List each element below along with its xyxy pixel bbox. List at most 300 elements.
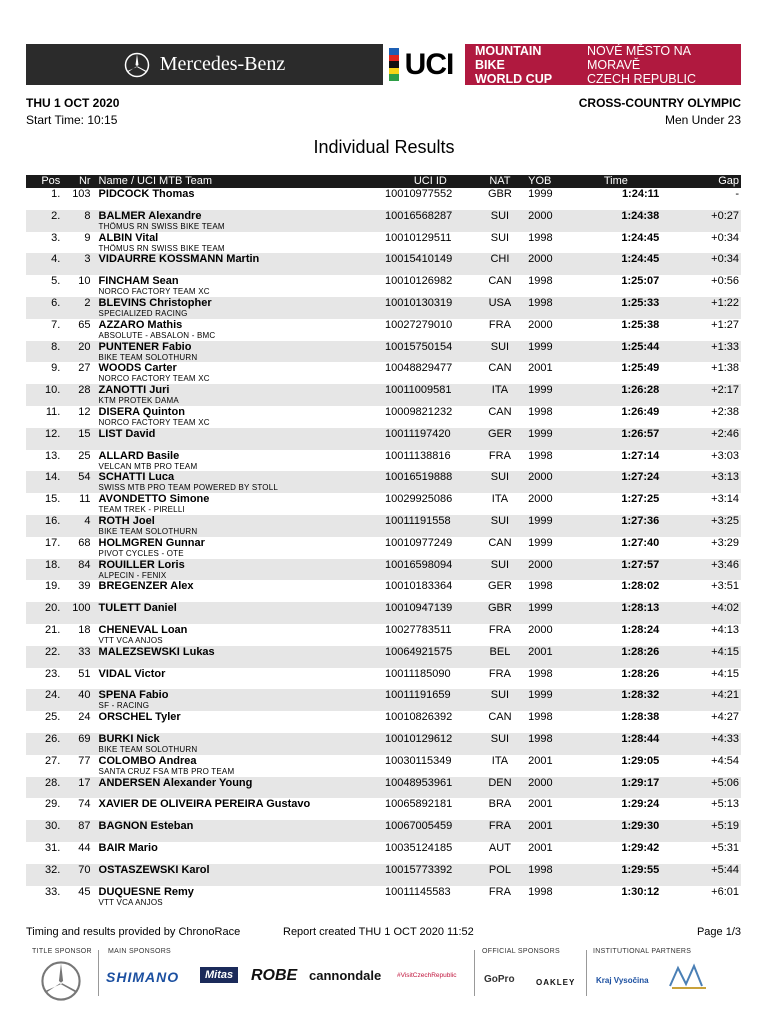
kraj-vysocina-logo: Kraj Vysočina	[596, 976, 649, 985]
cell-pos: 25.	[45, 711, 61, 724]
cell-time: 1:27:36	[571, 515, 662, 537]
cell-yob: 1999	[522, 384, 570, 406]
cell-time: 1:28:13	[571, 602, 662, 624]
cell-yob: 1998	[528, 275, 553, 288]
cell-time: 1:29:17	[571, 777, 662, 799]
cell-gap: +3:29	[711, 536, 739, 549]
table-row	[26, 341, 741, 363]
race-date: THU 1 OCT 2020	[26, 96, 120, 110]
cell-gap: +5:19	[661, 820, 741, 842]
table-row	[26, 842, 741, 864]
cell-pos: 21.	[45, 623, 61, 636]
cell-time: 1:28:26	[621, 667, 660, 680]
cell-pos: 8.	[26, 341, 62, 363]
cell-nr: 54	[62, 471, 92, 493]
cell-nr: 24	[78, 711, 91, 724]
rider-cell	[93, 188, 383, 210]
cell-time: 1:27:24	[571, 471, 662, 493]
table-row	[26, 820, 741, 842]
table-row	[26, 580, 741, 602]
table-row	[26, 406, 741, 428]
cell-pos: 7.	[51, 318, 61, 331]
cell-nr: 28	[62, 384, 92, 406]
rider-name: BAIR Mario	[98, 841, 158, 854]
cell-pos: 13.	[45, 449, 61, 462]
cell-nr: 65	[78, 318, 91, 331]
rider-name: BALMER Alexandre	[98, 209, 202, 222]
cell-gap: +1:38	[711, 362, 739, 375]
cell-uci: 10011145583	[384, 885, 451, 898]
cell-time: 1:26:28	[571, 384, 662, 406]
cell-nat: SUI	[478, 341, 522, 363]
cell-uci: 10010129511	[384, 231, 452, 244]
rider-team: VTT VCA ANJOS	[98, 635, 163, 645]
rider-cell	[93, 297, 383, 319]
rider-name: SPENA Fabio	[98, 689, 169, 702]
cell-uci: 10011197420	[383, 428, 478, 450]
rider-team: KTM PROTEK DAMA	[98, 396, 179, 406]
cell-pos: 2.	[26, 210, 62, 232]
rider-team: VELCAN MTB PRO TEAM	[98, 461, 198, 471]
cell-yob: 2000	[522, 210, 570, 232]
cell-pos: 29.	[45, 798, 61, 811]
cell-yob: 1998	[528, 885, 553, 898]
cell-nat: FRA	[488, 449, 511, 462]
brand-name: Mercedes-Benz	[159, 53, 286, 75]
rider-name: BREGENZER Alex	[98, 580, 194, 593]
cell-nr: 17	[62, 777, 92, 799]
cell-pos: 32.	[26, 864, 62, 886]
rider-name: ALLARD Basile	[98, 449, 180, 462]
rider-name: BLEVINS Christopher	[98, 296, 212, 309]
rider-team: TEAM TREK - PIRELLI	[98, 505, 185, 515]
table-row	[26, 537, 741, 559]
uci-rainbow-stripes-icon	[389, 48, 399, 81]
cell-gap: +4:27	[711, 711, 739, 724]
cell-yob: 1998	[528, 711, 553, 724]
rider-name: LIST David	[98, 427, 156, 440]
rider-cell	[93, 820, 383, 842]
cell-nr: 84	[62, 559, 92, 581]
rider-name: ROUILLER Loris	[98, 558, 185, 571]
rider-cell	[93, 515, 383, 537]
cell-yob: 2001	[528, 798, 553, 811]
table-row	[26, 493, 741, 515]
cell-pos: 27.	[45, 754, 61, 767]
cell-gap: +3:25	[661, 515, 741, 537]
cell-uci: 10010129612	[383, 733, 478, 755]
cell-nat: GER	[478, 428, 522, 450]
table-row	[26, 624, 741, 646]
table-row	[26, 210, 741, 232]
rider-name: MALEZSEWSKI Lukas	[98, 645, 215, 658]
rider-name: CHENEVAL Loan	[98, 623, 188, 636]
page-number: Page 1/3	[696, 926, 741, 938]
table-row	[26, 559, 741, 581]
cell-time: 1:29:42	[621, 841, 660, 854]
cell-nr: 87	[62, 820, 92, 842]
col-nat: NAT	[478, 175, 522, 188]
cell-pos: 31.	[45, 841, 61, 854]
cell-gap: +0:27	[661, 210, 741, 232]
cell-nat: AUT	[488, 841, 511, 854]
event-panel	[465, 44, 741, 85]
cell-gap: +5:44	[661, 864, 741, 886]
event-line-2: WORLD CUP	[475, 71, 553, 86]
cell-uci: 10011185090	[384, 667, 451, 680]
rider-team: NORCO FACTORY TEAM XC	[98, 417, 210, 427]
cell-time: 1:24:45	[571, 253, 662, 275]
cell-nr: 45	[78, 885, 91, 898]
cell-uci: 10016598094	[383, 559, 478, 581]
cell-pos: 28.	[26, 777, 62, 799]
cell-nr: 68	[78, 536, 91, 549]
rider-cell	[93, 275, 383, 297]
rider-team: SWISS MTB PRO TEAM POWERED BY STOLL	[98, 483, 279, 493]
cell-pos: 15.	[45, 493, 61, 506]
table-row	[26, 232, 741, 254]
cell-nat: SUI	[478, 210, 522, 232]
cell-yob: 2000	[528, 493, 553, 506]
cell-gap: +2:38	[711, 405, 739, 418]
table-row	[26, 253, 741, 275]
rider-team: THÖMUS RN SWISS BIKE TEAM	[98, 221, 225, 231]
cell-nat: BEL	[478, 646, 522, 668]
cell-uci: 10015750154	[383, 341, 478, 363]
rider-cell	[93, 668, 383, 690]
table-row	[26, 471, 741, 493]
rider-name: BAGNON Esteban	[98, 820, 194, 833]
cell-nat: CAN	[488, 711, 512, 724]
rider-cell	[93, 471, 383, 493]
cell-gap: +4:02	[661, 602, 741, 624]
cell-nr: 20	[62, 341, 92, 363]
rider-cell	[93, 232, 383, 254]
start-time: Start Time: 10:15	[26, 113, 118, 127]
cell-nr: 2	[62, 297, 92, 319]
oakley-logo: OAKLEY	[536, 978, 576, 987]
rider-name: DUQUESNE Remy	[98, 885, 194, 898]
cell-nat: SUI	[478, 559, 522, 581]
cell-yob: 2001	[522, 646, 570, 668]
rider-cell	[93, 602, 383, 624]
rider-name: BURKI Nick	[98, 732, 160, 745]
cell-nr: 15	[62, 428, 92, 450]
cell-time: 1:27:25	[621, 493, 660, 506]
cell-nr: 12	[78, 405, 91, 418]
cell-uci: 10067005459	[383, 820, 478, 842]
cell-pos: 19.	[45, 580, 61, 593]
col-name: Name / UCI MTB Team	[93, 175, 383, 188]
rider-cell	[93, 559, 383, 581]
cell-nat: POL	[478, 864, 522, 886]
table-row	[26, 798, 741, 820]
rider-cell	[93, 624, 383, 646]
table-row	[26, 777, 741, 799]
cell-nr: 100	[62, 602, 92, 624]
cell-time: 1:25:49	[621, 362, 660, 375]
cell-nr: 69	[62, 733, 92, 755]
cell-yob: 1999	[522, 341, 570, 363]
rider-name: DISERA Quinton	[98, 405, 185, 418]
rider-team: SPECIALIZED RACING	[98, 308, 188, 318]
cell-gap: +2:46	[661, 428, 741, 450]
cell-uci: 10027279010	[384, 318, 453, 331]
col-nr: Nr	[62, 175, 92, 188]
table-row	[26, 689, 741, 711]
cell-time: 1:29:24	[621, 798, 660, 811]
cell-time: 1:25:07	[621, 275, 660, 288]
cell-yob: 2001	[522, 820, 570, 842]
rider-team: ALPECIN - FENIX	[98, 570, 167, 580]
cell-yob: 2000	[528, 318, 553, 331]
cell-yob: 2001	[528, 841, 553, 854]
cell-time: 1:28:38	[621, 711, 660, 724]
table-row	[26, 864, 741, 886]
cell-nr: 40	[62, 689, 92, 711]
cell-yob: 2000	[522, 559, 570, 581]
cell-pos: 1.	[51, 188, 61, 200]
rider-team: BIKE TEAM SOLOTHURN	[98, 352, 198, 362]
cell-nat: FRA	[488, 318, 511, 331]
cell-nat: CAN	[488, 362, 512, 375]
table-row	[26, 646, 741, 668]
cell-pos: 30.	[26, 820, 62, 842]
cell-yob: 1998	[522, 864, 570, 886]
cell-nr: 27	[78, 362, 91, 375]
cell-yob: 1998	[528, 231, 553, 244]
col-time: Time	[571, 175, 662, 188]
table-row	[26, 428, 741, 450]
cell-yob: 1999	[528, 188, 553, 200]
rider-team: VTT VCA ANJOS	[98, 897, 163, 907]
cell-uci: 10010183364	[384, 580, 453, 593]
cell-uci: 10010826392	[384, 711, 453, 724]
cell-uci: 10015773392	[383, 864, 478, 886]
cell-nr: 4	[62, 515, 92, 537]
col-pos: Pos	[26, 175, 62, 188]
table-row	[26, 602, 741, 624]
cell-time: 1:29:30	[571, 820, 662, 842]
cell-pos: 26.	[26, 733, 62, 755]
cell-uci: 10011191659	[383, 689, 478, 711]
shimano-logo: SHIMANO	[106, 969, 180, 985]
rider-cell	[93, 733, 383, 755]
cell-gap: +2:17	[661, 384, 741, 406]
cell-nr: 3	[62, 253, 92, 275]
cell-nr: 8	[62, 210, 92, 232]
rider-name: WOODS Carter	[98, 362, 177, 375]
table-row	[26, 733, 741, 755]
cell-time: 1:28:44	[571, 733, 662, 755]
cell-pos: 12.	[26, 428, 62, 450]
cell-yob: 2000	[528, 623, 553, 636]
cell-uci: 10016519888	[383, 471, 478, 493]
cell-pos: 11.	[45, 405, 61, 418]
cell-nat: FRA	[488, 623, 511, 636]
sponsor-strip	[26, 948, 741, 1008]
table-row	[26, 384, 741, 406]
header-banner	[26, 44, 741, 85]
cell-yob: 2000	[522, 471, 570, 493]
cell-gap: +1:22	[661, 297, 741, 319]
cell-pos: 17.	[45, 536, 61, 549]
cell-pos: 18.	[26, 559, 62, 581]
rider-cell	[93, 210, 383, 232]
cell-gap: +0:34	[711, 231, 739, 244]
visit-czech-logo: #VisitCzechRepublic	[397, 972, 457, 979]
robe-logo: ROBE	[251, 967, 298, 984]
cell-time: 1:24:45	[621, 231, 660, 244]
rider-cell	[93, 777, 383, 799]
cell-gap: +6:01	[711, 885, 739, 898]
rider-cell	[93, 646, 383, 668]
cell-time: 1:28:24	[621, 623, 660, 636]
rider-name: SCHATTI Luca	[98, 471, 175, 484]
rider-name: AZZARO Mathis	[98, 318, 183, 331]
cell-yob: 2001	[528, 362, 553, 375]
cell-uci: 10010947139	[383, 602, 478, 624]
page-title: Individual Results	[313, 137, 455, 157]
cell-time: 1:27:40	[621, 536, 660, 549]
cell-uci: 10010977552	[384, 188, 453, 200]
mercedes-star-icon	[40, 960, 82, 1002]
cell-time: 1:27:14	[621, 449, 660, 462]
cell-uci: 10030115349	[384, 754, 452, 767]
rider-cell	[93, 842, 383, 864]
uci-wordmark: UCI	[404, 47, 454, 81]
rider-team: NORCO FACTORY TEAM XC	[98, 287, 210, 297]
cell-uci: 10065892181	[384, 798, 453, 811]
cell-nat: ITA	[491, 754, 509, 767]
rider-cell	[93, 428, 383, 450]
cell-gap: +5:13	[711, 798, 739, 811]
rider-cell	[93, 493, 383, 515]
cell-nat: SUI	[478, 689, 522, 711]
rider-cell	[93, 886, 383, 908]
cell-uci: 10009821232	[384, 405, 453, 418]
venue-line-1: NOVÉ MĚSTO NA MORAVĚ	[587, 43, 691, 72]
category: Men Under 23	[664, 113, 741, 127]
institutional-partners-label: INSTITUTIONAL PARTNERS	[593, 948, 692, 955]
cell-uci: 10011191558	[383, 515, 478, 537]
cell-gap: +4:13	[711, 623, 739, 636]
cell-uci: 10035124185	[384, 841, 453, 854]
cell-pos: 22.	[26, 646, 62, 668]
table-row	[26, 297, 741, 319]
cell-nat: SUI	[478, 515, 522, 537]
event-line-1: MOUNTAIN BIKE	[475, 43, 542, 72]
cell-yob: 1999	[528, 536, 553, 549]
cell-uci: 10027783511	[384, 623, 452, 636]
cell-nat: CAN	[488, 536, 512, 549]
cell-nr: 39	[78, 580, 91, 593]
cell-gap: +5:06	[661, 777, 741, 799]
cell-nr: 9	[84, 231, 91, 244]
results-table	[26, 175, 741, 907]
rider-name: PIDCOCK Thomas	[98, 188, 195, 200]
cell-pos: 9.	[51, 362, 61, 375]
cannondale-logo: cannondale	[309, 968, 382, 983]
cell-pos: 10.	[26, 384, 62, 406]
rider-name: TULETT Daniel	[98, 602, 177, 615]
report-created: Report created THU 1 OCT 2020 11:52	[283, 926, 474, 938]
rider-cell	[93, 319, 383, 341]
cell-gap: +1:27	[711, 318, 739, 331]
cell-nat: FRA	[478, 820, 522, 842]
cell-pos: 24.	[26, 689, 62, 711]
cell-nat: SUI	[490, 231, 510, 244]
cell-nat: GBR	[488, 188, 512, 200]
cell-nat: CAN	[488, 275, 512, 288]
rider-name: PUNTENER Fabio	[98, 340, 192, 353]
cell-gap: -	[735, 188, 739, 200]
cell-nat: SUI	[478, 471, 522, 493]
cell-time: 1:24:11	[621, 188, 660, 200]
table-row	[26, 188, 741, 210]
rider-name: ORSCHEL Tyler	[98, 711, 181, 724]
cell-yob: 2000	[522, 253, 570, 275]
rider-name: ANDERSEN Alexander Young	[98, 776, 253, 789]
rider-cell	[93, 864, 383, 886]
venue-line-2: CZECH REPUBLIC	[587, 71, 697, 86]
cell-yob: 1998	[522, 297, 570, 319]
rider-cell	[93, 341, 383, 363]
rider-team: PIVOT CYCLES - OTE	[98, 548, 184, 558]
divider	[474, 950, 475, 996]
cell-nr: 33	[62, 646, 92, 668]
cell-gap: +0:34	[661, 253, 741, 275]
cell-yob: 2001	[528, 754, 553, 767]
cell-gap: +3:14	[711, 493, 739, 506]
rider-team: BIKE TEAM SOLOTHURN	[98, 526, 198, 536]
col-uci: UCI ID	[383, 175, 478, 188]
cell-nat: ITA	[491, 493, 509, 506]
official-sponsors-label: OFFICIAL SPONSORS	[482, 948, 560, 955]
cell-uci: 10048829477	[384, 362, 453, 375]
cell-nr: 44	[78, 841, 91, 854]
col-yob: YOB	[522, 175, 570, 188]
event-venue	[587, 44, 741, 86]
divider	[98, 950, 99, 996]
cell-uci: 10015410149	[383, 253, 478, 275]
col-gap: Gap	[661, 175, 741, 188]
cell-nat: SUI	[478, 733, 522, 755]
mercedes-benz-logo	[26, 44, 383, 85]
cell-time: 1:27:57	[571, 559, 662, 581]
mitas-logo: Mitas	[200, 967, 238, 983]
cell-uci: 10010130319	[383, 297, 478, 319]
rider-name: HOLMGREN Gunnar	[98, 536, 205, 549]
cell-pos: 3.	[51, 231, 61, 244]
cell-nr: 10	[78, 275, 91, 288]
table-row	[26, 668, 741, 690]
cell-time: 1:28:02	[621, 580, 660, 593]
title-sponsor-label: TITLE SPONSOR	[32, 948, 92, 955]
rider-cell	[93, 362, 383, 384]
event-name	[475, 44, 571, 86]
rider-cell	[93, 580, 383, 602]
cell-nr: 18	[78, 623, 91, 636]
mercedes-star-icon	[124, 52, 150, 78]
cell-time: 1:25:33	[571, 297, 662, 319]
cell-nat: USA	[478, 297, 522, 319]
cell-nr: 51	[78, 667, 91, 680]
cell-nat: CHI	[478, 253, 522, 275]
uci-logo	[383, 44, 465, 85]
cell-pos: 6.	[26, 297, 62, 319]
rider-team: BIKE TEAM SOLOTHURN	[98, 744, 198, 754]
